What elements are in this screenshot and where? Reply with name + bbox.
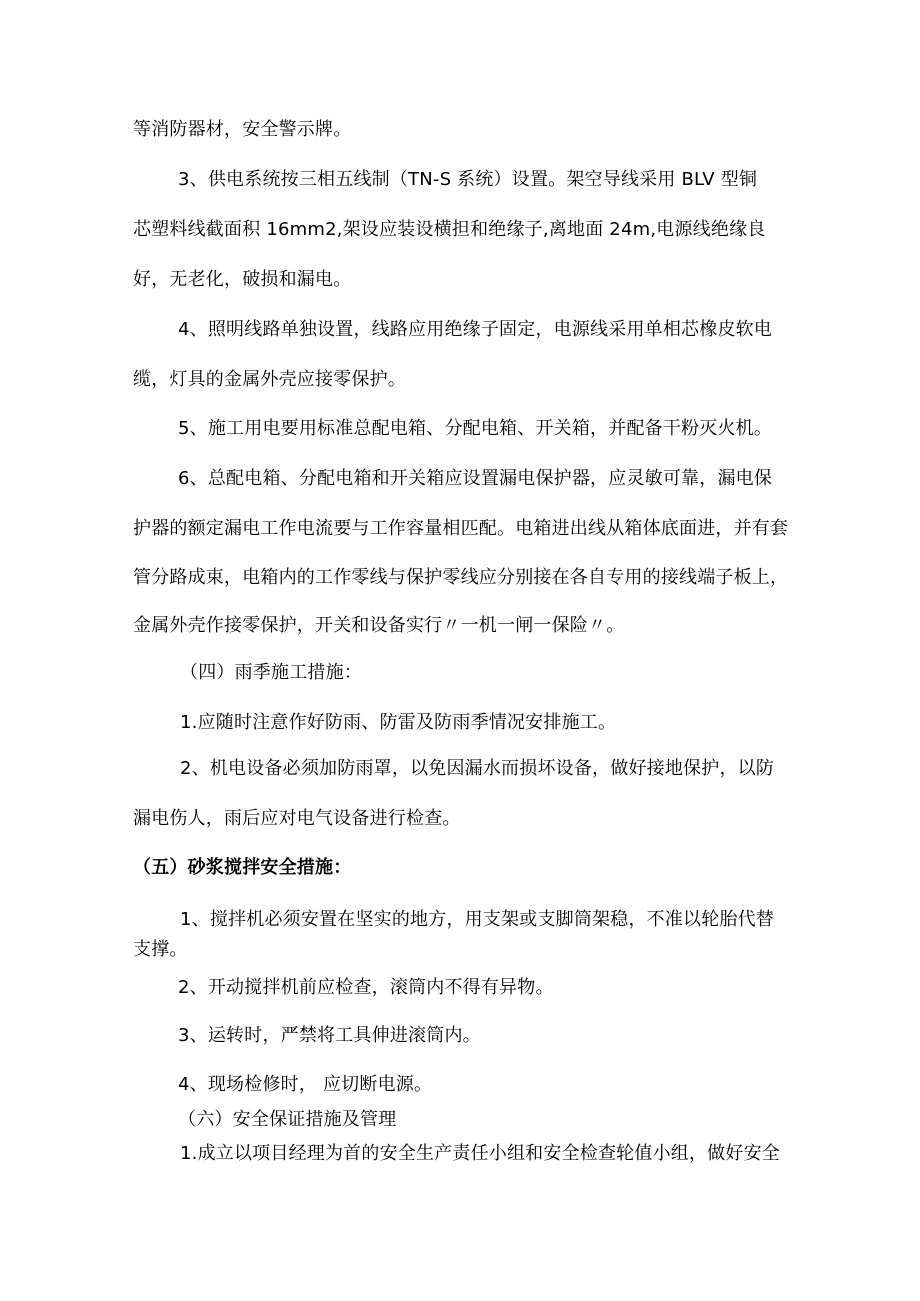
text-line: 漏电伤人，雨后应对电气设备进行检查。 <box>133 808 461 829</box>
text-line: 支撑。 <box>133 939 188 960</box>
text-line: 3、供电系统按三相五线制（TN-S 系统）设置。架空导线采用 BLV 型铜 <box>178 169 758 190</box>
text-line: 金属外壳作接零保护，开关和设备实行〃一机一闸一保险〃。 <box>133 615 625 636</box>
text-line: 2、开动搅拌机前应检查，滚筒内不得有异物。 <box>178 977 554 998</box>
text-line: 4、现场检修时， 应切断电源。 <box>178 1074 433 1095</box>
text-line: 好，无老化，破损和漏电。 <box>133 269 352 290</box>
text-line: 芯塑料线截面积 16mm2,架设应装设横担和绝缘子,离地面 24m,电源线绝缘良 <box>133 219 766 240</box>
text-line: 3、运转时，严禁将工具伸进滚筒内。 <box>178 1025 481 1046</box>
text-line: 2、机电设备必须加防雨罩，以免因漏水而损坏设备，做好接地保护，以防 <box>180 758 775 779</box>
text-line: 缆，灯具的金属外壳应接零保护。 <box>133 369 406 390</box>
text-line: 6、总配电箱、分配电箱和开关箱应设置漏电保护器，应灵敏可靠，漏电保 <box>178 468 773 489</box>
text-line: 等消防器材，安全警示牌。 <box>133 119 352 140</box>
text-line: 1、搅拌机必须安置在坚实的地方，用支架或支脚筒架稳，不准以轮胎代替 <box>180 909 775 930</box>
text-line: 5、施工用电要用标准总配电箱、分配电箱、开关箱，并配备干粉灭火机。 <box>178 418 773 439</box>
text-line: 1.成立以项目经理为首的安全生产责任小组和安全检查轮值小组，做好安全 <box>180 1143 780 1164</box>
text-line: 管分路成束，电箱内的工作零线与保护零线应分别接在各自专用的接线端子板上， <box>133 567 789 588</box>
section-heading: （四）雨季施工措施： <box>180 662 362 683</box>
text-line: 护器的额定漏电工作电流要与工作容量相匹配。电箱进出线从箱体底面进，并有套 <box>133 518 789 539</box>
text-line: 4、照明线路单独设置，线路应用绝缘子固定，电源线采用单相芯橡皮软电 <box>178 319 773 340</box>
section-heading: （六）安全保证措施及管理 <box>178 1109 397 1130</box>
text-line: 1.应随时注意作好防雨、防雷及防雨季情况安排施工。 <box>180 712 617 733</box>
section-heading: （五）砂浆搅拌安全措施： <box>133 857 352 878</box>
